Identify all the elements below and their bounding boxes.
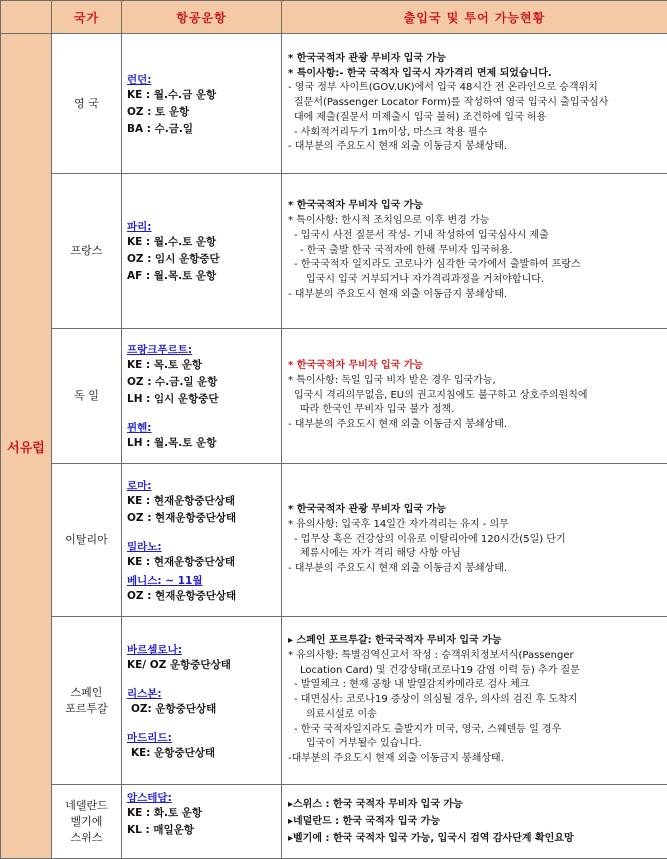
city-link[interactable]: 파리:: [127, 219, 277, 234]
region-cell: [1, 34, 52, 859]
country-cell: [52, 34, 122, 174]
info-line: - 한국 국적자일지라도 출발지가 미국, 영국, 스웨덴등 일 경우: [288, 723, 663, 738]
info-cell: [282, 34, 667, 174]
info-cell: [282, 785, 667, 859]
info-line: 입국시 입국 거부되거나 자가격리과정을 거쳐야합니다.: [288, 273, 663, 288]
info-line: 체류시에는 자가 격리 해당 사항 아님: [288, 547, 663, 562]
country-header: 국가: [52, 1, 122, 34]
city-link[interactable]: 바르셀로나:: [127, 642, 277, 657]
info-line: - 대면심사: 코로나19 증상이 의심될 경우, 의사의 검진 후 도착지: [288, 693, 663, 708]
city-link[interactable]: 런던:: [127, 72, 277, 87]
table-row-benelux-swiss: [1, 785, 667, 859]
info-cell: [282, 464, 667, 617]
route-line: OZ : 토 운항: [127, 104, 277, 121]
info-cell: [282, 329, 667, 464]
airline-cell: [122, 34, 282, 174]
route-line: AF : 월.목.토 운항: [127, 268, 277, 285]
country-cell: [52, 785, 122, 859]
info-line: ▸스위스 : 한국 국적자 무비자 입국 가능: [288, 796, 663, 813]
city-link[interactable]: 베니스: ~ 11월: [127, 573, 277, 588]
info-line: 따라 한국인 무비자 입국 불가 정책.: [288, 403, 663, 418]
route-line: KE: 운항중단상태: [127, 745, 277, 762]
info-line: - 한국 출발 한국 국적자에 한해 무비자 입국허용.: [288, 244, 663, 259]
info-line: - 업무상 혹은 건강상의 이유로 이탈리아에 120시간(5일) 단기: [288, 533, 663, 548]
city-link[interactable]: 프랑크푸르트:: [127, 342, 277, 357]
country-cell: [52, 174, 122, 329]
country-name: 이탈리아: [52, 532, 121, 548]
info-line: * 한국국적자 관광 무비자 입국 가능: [288, 52, 663, 67]
info-line: * 한국국적자 관광 무비자 입국 가능: [288, 503, 663, 518]
country-name: 영 국: [52, 96, 121, 112]
table-row-spain-portugal: [1, 617, 667, 785]
route-line: KE : 목.토 운항: [127, 357, 277, 374]
city-link[interactable]: 밀라노:: [127, 539, 277, 554]
route-line: LH : 월.목.토 운항: [127, 435, 277, 452]
route-line: KE : 월.수.금 운항: [127, 87, 277, 104]
country-cell: [52, 617, 122, 785]
city-link[interactable]: 리스본:: [127, 686, 277, 701]
country-name: 스위스: [52, 830, 121, 846]
info-line: - 한국국적자 일지라도 코로나가 심각한 국가에서 출발하여 프랑스: [288, 258, 663, 273]
city-link[interactable]: 암스테담:: [127, 790, 277, 805]
table-row-italy: [1, 464, 667, 617]
info-line: * 특이사항: 한시적 조치임으로 이후 변경 가능: [288, 214, 663, 229]
route-line: OZ: 운항중단상태: [127, 701, 277, 718]
airline-cell: [122, 174, 282, 329]
airline-cell: [122, 617, 282, 785]
airline-cell: [122, 329, 282, 464]
table-row-uk: [1, 34, 667, 174]
info-line: ▸네덜란드 : 한국 국적자 입국 가능: [288, 813, 663, 830]
info-line: 의료시설로 이송: [288, 708, 663, 723]
country-name: 독 일: [52, 388, 121, 404]
info-line: Location Card) 및 건강상태(코로나19 감염 이력 등) 추가 질문: [288, 664, 663, 679]
info-line: * 유의사항: 입국후 14일간 자가격리는 유지 - 의무: [288, 518, 663, 533]
route-line: KE : 월.수.토 운항: [127, 234, 277, 251]
info-line: - 발열체크 : 현재 공항 내 발열감지카메라로 검사 체크: [288, 678, 663, 693]
country-name: 네델란드: [52, 798, 121, 814]
info-line: 대에 제출(질문서 미제출시 입국 불허) 조건하에 입국 허용: [288, 111, 663, 126]
info-line: * 특이사항: 독일 입국 비자 받은 경우 입국가능,: [288, 374, 663, 389]
country-cell: [52, 329, 122, 464]
country-name: 포르투갈: [52, 701, 121, 717]
info-line: - 입국시 사전 질문서 작성- 기내 작성하여 입국심사시 제출: [288, 229, 663, 244]
info-line: -대부분의 주요도시 현재 외출 이동금지 봉쇄상태.: [288, 752, 663, 767]
info-line: 입국이 거부될수 있습니다.: [288, 737, 663, 752]
city-link[interactable]: 뮌헨:: [127, 420, 277, 435]
route-line: KE : 현재운항중단상태: [127, 493, 277, 510]
status-header: 출입국 및 투어 가능현황: [282, 1, 667, 34]
info-line: - 대부분의 주요도시 현재 외출 이동금지 봉쇄상태.: [288, 288, 663, 303]
route-line: OZ : 현재운항중단상태: [127, 510, 277, 527]
country-name: 벨기에: [52, 814, 121, 830]
info-line: - 대부분의 주요도시 현재 외출 이동금지 봉쇄상태.: [288, 140, 663, 155]
route-line: LH : 임시 운항중단: [127, 391, 277, 408]
route-line: KE : 현재운항중단상태: [127, 554, 277, 571]
route-line: OZ : 현재운항중단상태: [127, 588, 277, 605]
city-link[interactable]: 로마:: [127, 478, 277, 493]
route-line: OZ : 임시 운항중단: [127, 251, 277, 268]
info-line: * 한국국적자 무비자 입국 가능: [288, 199, 663, 214]
info-line: * 특이사항:- 한국 국적자 입국시 자가격리 면제 되었습니다.: [288, 67, 663, 82]
info-line: - 영국 정부 사이트(GOV.UK)에서 입국 48시간 전 온라인으로 승객위치: [288, 81, 663, 96]
country-name: 프랑스: [52, 243, 121, 259]
table-row-germany: [1, 329, 667, 464]
route-line: KE : 화.토 운항: [127, 805, 277, 822]
info-line: ▸벨기에 : 한국 국적자 입국 가능, 입국시 검역 감사단계 확인요망: [288, 830, 663, 847]
info-line: - 대부분의 주요도시 현재 외출 이동금지 봉쇄상태.: [288, 418, 663, 433]
info-line: - 대부분의 주요도시 현재 외출 이동금지 봉쇄상태.: [288, 562, 663, 577]
info-line: 입국시 격리의무없음, EU의 권고지침에도 불구하고 상호주의원칙에: [288, 389, 663, 404]
country-cell: [52, 464, 122, 617]
info-line: ▸ 스페인 포르투갈: 한국국적자 무비자 입국 가능: [288, 634, 663, 649]
route-line: KL : 매일운항: [127, 822, 277, 839]
region-label: 서유럽: [7, 441, 45, 456]
info-line: * 유의사항: 특별검역신고서 작성 : 승객위치정보서식(Passenger: [288, 649, 663, 664]
route-line: KE/ OZ 운항중단상태: [127, 657, 277, 674]
region-header: [1, 1, 52, 34]
info-cell: [282, 174, 667, 329]
info-line: * 한국국적자 무비자 입국 가능: [288, 359, 663, 374]
info-line: - 사회적거리두기 1m이상, 마스크 착용 필수: [288, 126, 663, 141]
info-line: 질문서(Passenger Locator Form)를 작성하여 영국 입국시 출입국심사: [288, 96, 663, 111]
airline-header: 항공운항: [122, 1, 282, 34]
country-name: 스페인: [52, 685, 121, 701]
airline-cell: [122, 785, 282, 859]
airline-cell: [122, 464, 282, 617]
route-line: BA : 수.금.일: [127, 121, 277, 138]
route-line: OZ : 수.금.일 운항: [127, 374, 277, 391]
header-row: [1, 1, 667, 34]
city-link[interactable]: 마드리드:: [127, 730, 277, 745]
table-row-france: [1, 174, 667, 329]
info-cell: [282, 617, 667, 785]
